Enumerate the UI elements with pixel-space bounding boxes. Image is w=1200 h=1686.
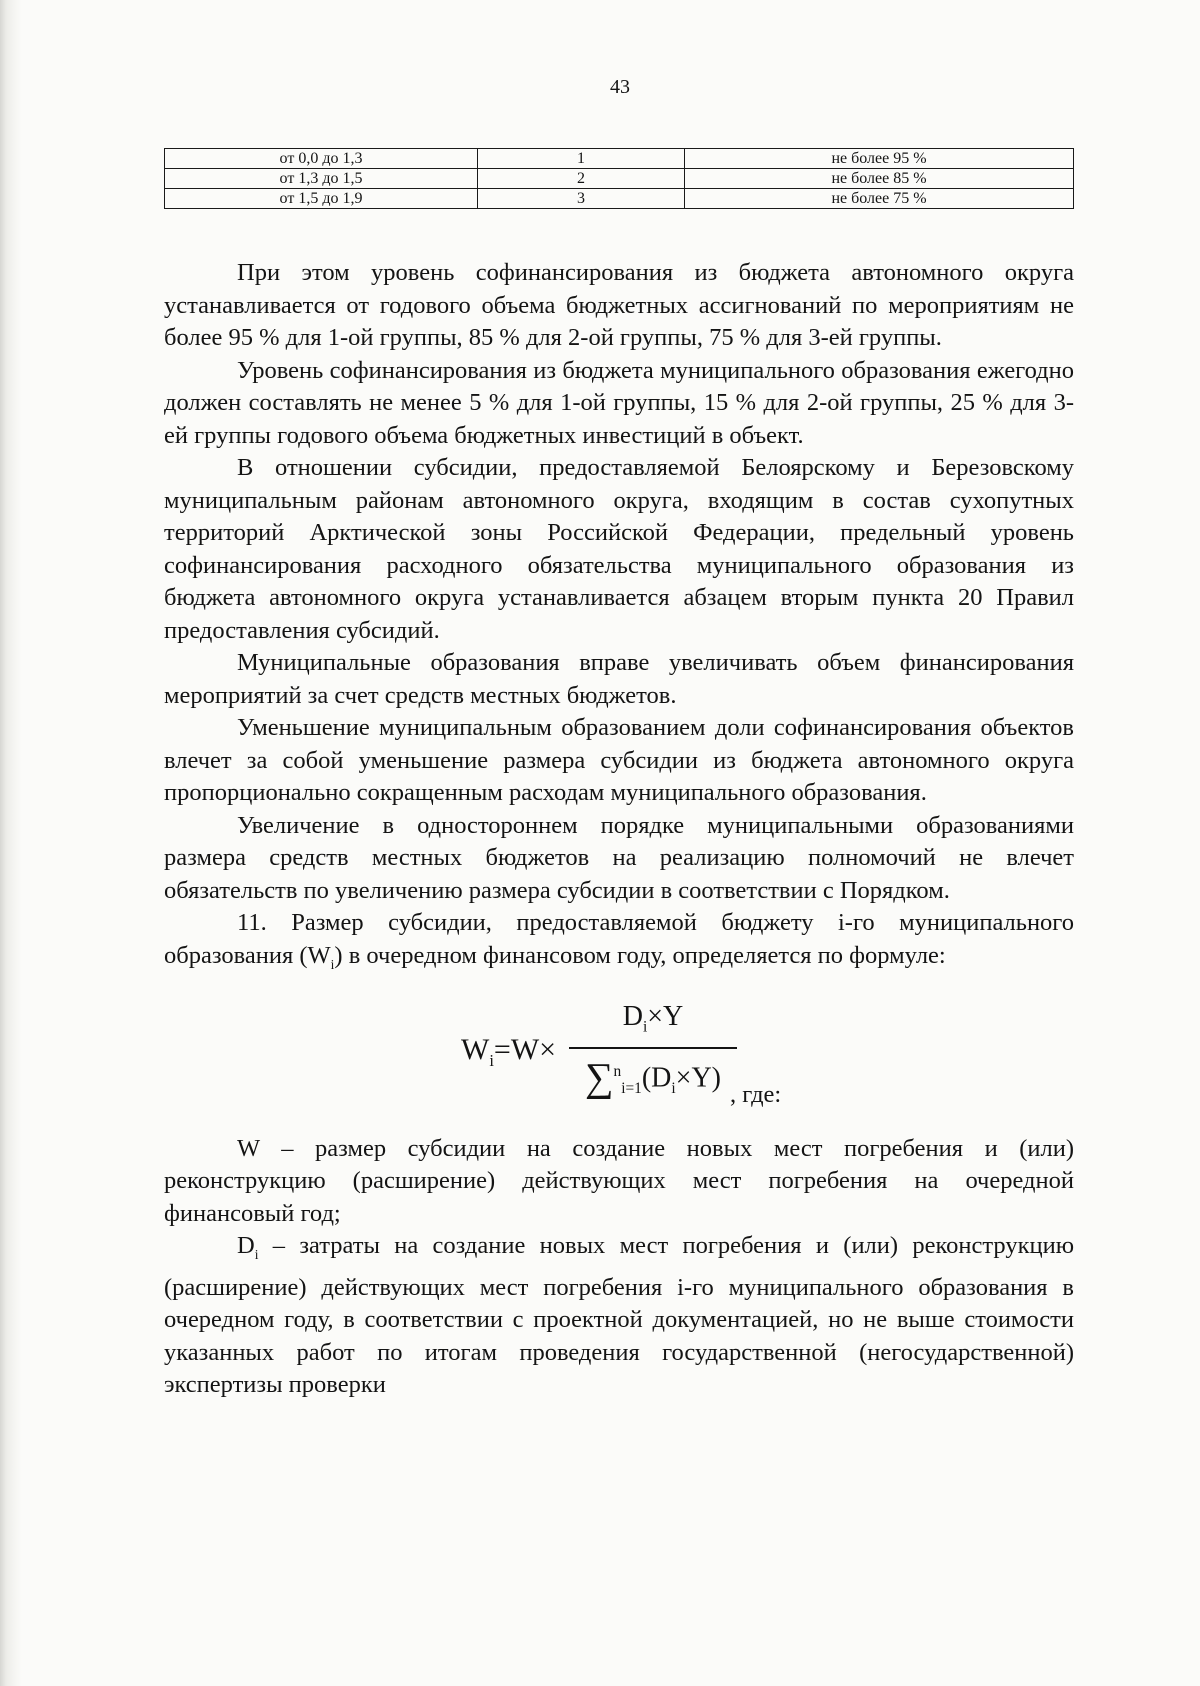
sigma-icon: ∑ — [584, 1054, 614, 1100]
formula-eq: =W× — [493, 1032, 557, 1066]
page-number: 43 — [610, 76, 630, 98]
table-cell-level: не более 85 % — [685, 169, 1074, 189]
formula-sum-upper: n — [613, 1063, 622, 1081]
table-cell-range: от 1,3 до 1,5 — [165, 169, 478, 189]
formula-where: , где: — [730, 1080, 782, 1108]
scan-edge-shadow — [0, 0, 22, 1686]
table-cell-group: 3 — [478, 189, 685, 209]
document-body — [164, 257, 1074, 1402]
table-cell-group: 1 — [478, 149, 685, 169]
table-cell-group: 2 — [478, 169, 685, 189]
definition-d-symbol: D — [237, 1232, 255, 1260]
formula-num-rest: ×Y — [647, 1000, 684, 1032]
formula-den-close: ×Y) — [675, 1062, 722, 1094]
table-row — [165, 169, 1074, 189]
paragraph-arctic-zone: В отношении субсидии, предоставляемой Белоярскому и Березовскому муниципальным районам автономного округа, входящим в состав сухопутных территорий Арктической зоны Российской Федерации, предельный уровень софинансирования расходного обязательства муниципального образования из бюджета автономного округа устанавливается абзацем вторым пункта 20 Правил предоставления субсидий. — [164, 454, 1074, 644]
formula-denominator — [569, 1053, 737, 1108]
formula-num-sub: i — [642, 1018, 648, 1036]
formula-num-d: D — [622, 1000, 643, 1032]
formula-den-d-sub: i — [671, 1080, 676, 1098]
table-row — [165, 149, 1074, 169]
paragraph-increase-financing: Муниципальные образования вправе увеличивать объем финансирования мероприятий за счет средств местных бюджетов. — [164, 649, 1074, 709]
definition-d-subscript: i — [254, 1247, 259, 1263]
formula-lhs-sub: i — [489, 1050, 494, 1070]
formula-numerator — [569, 999, 737, 1046]
table-cell-range: от 0,0 до 1,3 — [165, 149, 478, 169]
formula-lhs — [461, 1034, 556, 1078]
formula-fraction — [569, 999, 737, 1109]
paragraph-clause-11 — [164, 907, 1074, 981]
paragraph-decrease-share: Уменьшение муниципальным образованием доли софинансирования объектов влечет за собой уменьшение размера субсидии из бюджета автономного округа пропорционально сокращенным расходам муниципального образования. — [164, 714, 1074, 806]
cofinancing-groups-table — [164, 148, 1074, 209]
subsidy-formula — [164, 981, 1074, 1133]
table-cell-range: от 1,5 до 1,9 — [165, 189, 478, 209]
table-row — [165, 189, 1074, 209]
paragraph-cofinancing-okrug: При этом уровень софинансирования из бюджета автономного округа устанавливается от годового объема бюджетных ассигнований по мероприятиям не более 95 % для 1-ой группы, 85 % для 2-ой группы, 75 % для 3-ей группы. — [164, 259, 1074, 351]
clause-11-text-end: ) в очередном финансовом году, определяется по формуле: — [334, 941, 946, 969]
paragraph-unilateral-increase: Увеличение в одностороннем порядке муниципальными образованиями размера средств местных бюджетов на реализацию полномочий не влечет обязательств по увеличению размера субсидии в соответствии с Порядком. — [164, 811, 1074, 904]
definition-d-text: – затраты на создание новых мест погребения и (или) реконструкцию (расширение) действующих мест погребения i-го муниципального образования в очередном году, в соответствии с проектной документацией, но не выше стоимости указанных работ по итогам проведения государственной (негосударственной) экспертизы проверки — [164, 1232, 1074, 1399]
formula-sum-lower: i=1 — [621, 1080, 642, 1098]
clause-11-text-start: 11. Размер субсидии, предоставляемой бюджету i-го муниципального образования (W — [164, 909, 1074, 969]
definition-d — [164, 1230, 1074, 1401]
table-cell-level: не более 75 % — [685, 189, 1074, 209]
formula-fraction-bar — [569, 1047, 737, 1049]
clause-11-subscript: i — [330, 956, 335, 972]
paragraph-cofinancing-municipal: Уровень софинансирования из бюджета муниципального образования ежегодно должен составлять не менее 5 % для 1-ой группы, 15 % для 2-ой группы, 25 % для 3-ей группы годового объема бюджетных инвестиций в объект. — [164, 356, 1074, 449]
definition-w: W – размер субсидии на создание новых мест погребения и (или) реконструкцию (расширение) действующих мест погребения на очередной финансовый год; — [164, 1134, 1074, 1227]
table-cell-level: не более 95 % — [685, 149, 1074, 169]
formula-den-open: (D — [641, 1062, 672, 1094]
formula-lhs-w: W — [461, 1032, 490, 1066]
